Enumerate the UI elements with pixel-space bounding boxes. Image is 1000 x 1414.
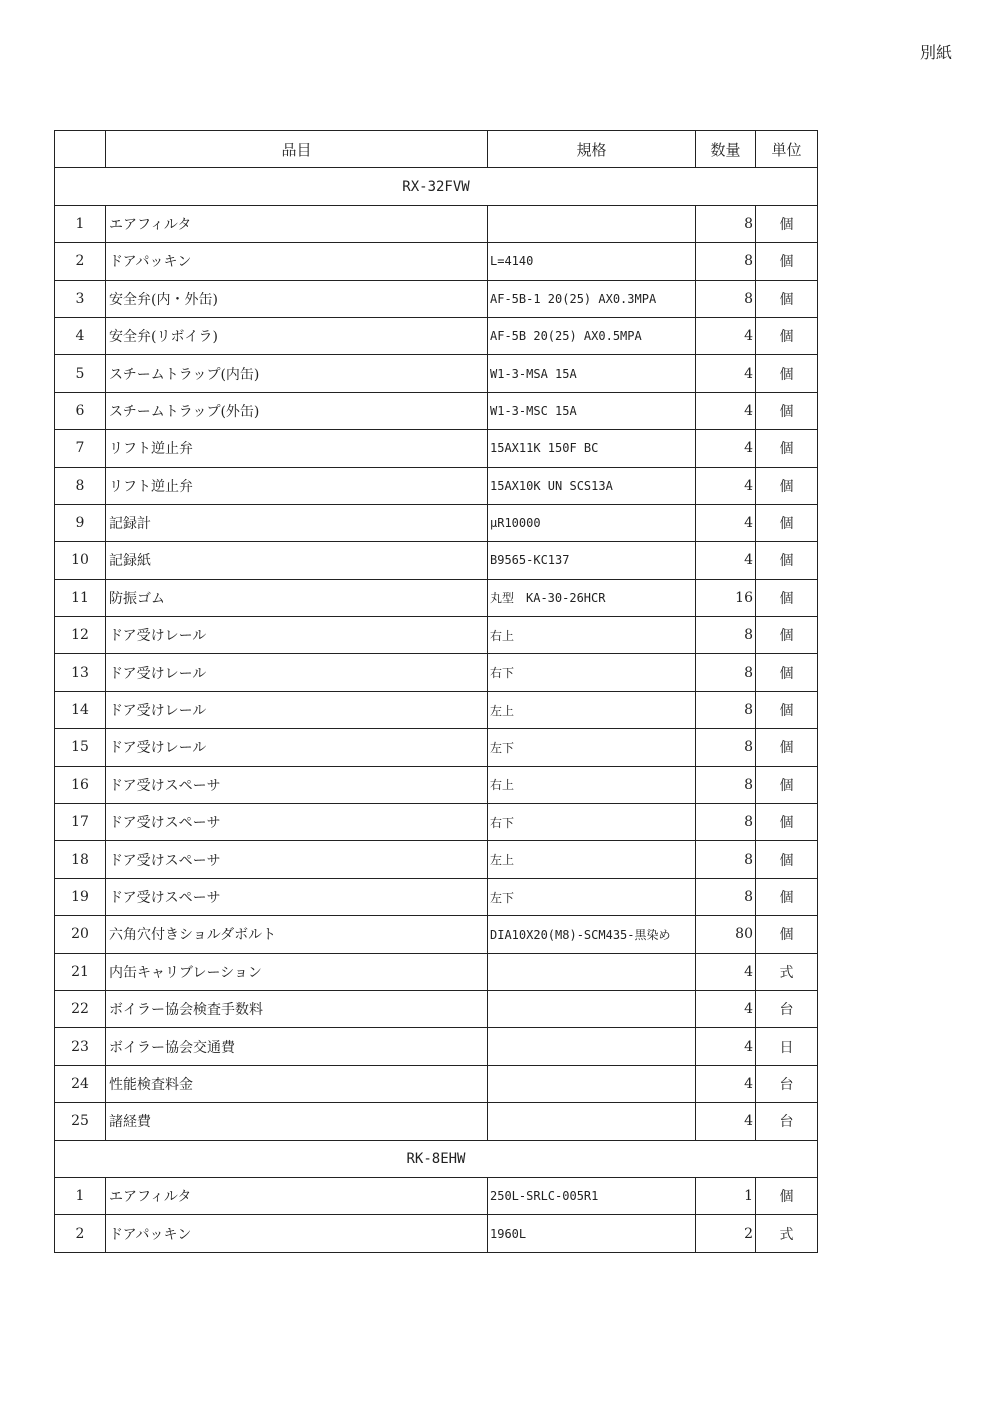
item-spec: 左上: [488, 691, 696, 728]
item-spec: DIA10X20(M8)-SCM435-黒染め: [488, 916, 696, 953]
parts-table: [54, 130, 818, 1253]
row-number: 1: [55, 205, 106, 242]
item-name: リフト逆止弁: [106, 430, 488, 467]
table-row: [55, 1215, 818, 1252]
table-body: [55, 168, 818, 1252]
item-quantity: 4: [696, 392, 756, 429]
item-quantity: 4: [696, 1103, 756, 1140]
header-row: [55, 131, 818, 168]
item-spec: 右下: [488, 804, 696, 841]
item-quantity: 4: [696, 542, 756, 579]
item-spec: 左上: [488, 841, 696, 878]
item-unit: 個: [756, 317, 818, 354]
item-name: ドア受けスペーサ: [106, 841, 488, 878]
item-quantity: 8: [696, 729, 756, 766]
row-number: 6: [55, 392, 106, 429]
item-spec: B9565-KC137: [488, 542, 696, 579]
item-unit: 台: [756, 1103, 818, 1140]
table-row: [55, 878, 818, 915]
item-quantity: 4: [696, 1028, 756, 1065]
item-unit: 個: [756, 878, 818, 915]
item-quantity: 8: [696, 804, 756, 841]
item-unit: 個: [756, 617, 818, 654]
item-name: ドア受けレール: [106, 654, 488, 691]
item-quantity: 4: [696, 430, 756, 467]
table-row: [55, 1177, 818, 1214]
item-name: スチームトラップ(外缶): [106, 392, 488, 429]
row-number: 17: [55, 804, 106, 841]
item-spec: 左下: [488, 878, 696, 915]
row-number: 2: [55, 243, 106, 280]
item-unit: 式: [756, 953, 818, 990]
item-unit: 個: [756, 280, 818, 317]
row-number: 9: [55, 504, 106, 541]
item-quantity: 8: [696, 280, 756, 317]
item-quantity: 8: [696, 654, 756, 691]
item-unit: 台: [756, 990, 818, 1027]
row-number: 3: [55, 280, 106, 317]
table-row: [55, 990, 818, 1027]
item-spec: W1-3-MSC 15A: [488, 392, 696, 429]
item-quantity: 4: [696, 990, 756, 1027]
item-name: エアフィルタ: [106, 1177, 488, 1214]
header-name: 品目: [106, 131, 488, 168]
item-name: 防振ゴム: [106, 579, 488, 616]
section-title: RK-8EHW: [55, 1140, 818, 1177]
table-row: [55, 542, 818, 579]
item-quantity: 16: [696, 579, 756, 616]
item-name: エアフィルタ: [106, 205, 488, 242]
item-name: ドアパッキン: [106, 1215, 488, 1252]
table-row: [55, 430, 818, 467]
item-spec: μR10000: [488, 504, 696, 541]
item-spec: [488, 953, 696, 990]
row-number: 19: [55, 878, 106, 915]
item-quantity: 8: [696, 766, 756, 803]
item-unit: 個: [756, 1177, 818, 1214]
item-spec: 250L-SRLC-005R1: [488, 1177, 696, 1214]
row-number: 18: [55, 841, 106, 878]
item-spec: 右下: [488, 654, 696, 691]
table-row: [55, 1103, 818, 1140]
item-name: 安全弁(リボイラ): [106, 317, 488, 354]
item-quantity: 4: [696, 953, 756, 990]
row-number: 16: [55, 766, 106, 803]
table-row: [55, 654, 818, 691]
item-spec: 15AX11K 150F BC: [488, 430, 696, 467]
item-spec: AF-5B-1 20(25) AX0.3MPA: [488, 280, 696, 317]
item-quantity: 8: [696, 878, 756, 915]
row-number: 7: [55, 430, 106, 467]
item-name: 性能検査料金: [106, 1065, 488, 1102]
item-quantity: 4: [696, 467, 756, 504]
item-spec: 左下: [488, 729, 696, 766]
item-name: ドアパッキン: [106, 243, 488, 280]
item-unit: 個: [756, 916, 818, 953]
item-spec: 1960L: [488, 1215, 696, 1252]
item-name: 記録紙: [106, 542, 488, 579]
header-unit: 単位: [756, 131, 818, 168]
item-spec: [488, 1065, 696, 1102]
item-unit: 台: [756, 1065, 818, 1102]
table-row: [55, 317, 818, 354]
table-row: [55, 766, 818, 803]
item-name: ドア受けレール: [106, 691, 488, 728]
table-row: [55, 691, 818, 728]
item-unit: 個: [756, 504, 818, 541]
table-row: [55, 280, 818, 317]
table-row: [55, 953, 818, 990]
row-number: 12: [55, 617, 106, 654]
item-unit: 個: [756, 392, 818, 429]
row-number: 23: [55, 1028, 106, 1065]
row-number: 21: [55, 953, 106, 990]
row-number: 13: [55, 654, 106, 691]
table-row: [55, 205, 818, 242]
item-unit: 個: [756, 467, 818, 504]
item-name: 六角穴付きショルダボルト: [106, 916, 488, 953]
row-number: 2: [55, 1215, 106, 1252]
item-unit: 個: [756, 804, 818, 841]
item-name: ドア受けレール: [106, 617, 488, 654]
item-unit: 個: [756, 841, 818, 878]
item-spec: AF-5B 20(25) AX0.5MPA: [488, 317, 696, 354]
table-row: [55, 243, 818, 280]
item-quantity: 8: [696, 617, 756, 654]
item-name: 安全弁(内・外缶): [106, 280, 488, 317]
item-quantity: 8: [696, 691, 756, 728]
item-spec: [488, 205, 696, 242]
row-number: 1: [55, 1177, 106, 1214]
item-spec: [488, 1103, 696, 1140]
item-unit: 個: [756, 729, 818, 766]
item-name: ドア受けスペーサ: [106, 766, 488, 803]
item-spec: L=4140: [488, 243, 696, 280]
item-name: ドア受けレール: [106, 729, 488, 766]
item-unit: 個: [756, 654, 818, 691]
item-spec: W1-3-MSA 15A: [488, 355, 696, 392]
item-unit: 個: [756, 355, 818, 392]
section-header-row: [55, 168, 818, 205]
item-unit: 個: [756, 542, 818, 579]
item-unit: 個: [756, 579, 818, 616]
item-quantity: 8: [696, 841, 756, 878]
item-name: ドア受けスペーサ: [106, 804, 488, 841]
item-quantity: 80: [696, 916, 756, 953]
table-row: [55, 579, 818, 616]
row-number: 24: [55, 1065, 106, 1102]
item-name: リフト逆止弁: [106, 467, 488, 504]
row-number: 5: [55, 355, 106, 392]
item-unit: 個: [756, 766, 818, 803]
item-spec: 丸型 KA-30-26HCR: [488, 579, 696, 616]
item-spec: [488, 1028, 696, 1065]
section-header-row: [55, 1140, 818, 1177]
table-row: [55, 729, 818, 766]
item-spec: 右上: [488, 766, 696, 803]
row-number: 4: [55, 317, 106, 354]
item-unit: 個: [756, 691, 818, 728]
table-row: [55, 355, 818, 392]
item-name: ボイラー協会検査手数料: [106, 990, 488, 1027]
item-name: 諸経費: [106, 1103, 488, 1140]
item-quantity: 4: [696, 317, 756, 354]
item-quantity: 2: [696, 1215, 756, 1252]
row-number: 22: [55, 990, 106, 1027]
table-row: [55, 392, 818, 429]
item-unit: 個: [756, 205, 818, 242]
item-quantity: 8: [696, 243, 756, 280]
table-row: [55, 504, 818, 541]
row-number: 14: [55, 691, 106, 728]
header-spec: 規格: [488, 131, 696, 168]
page-note: 別紙: [920, 43, 953, 62]
item-spec: 15AX10K UN SCS13A: [488, 467, 696, 504]
item-name: スチームトラップ(内缶): [106, 355, 488, 392]
row-number: 10: [55, 542, 106, 579]
item-name: ドア受けスペーサ: [106, 878, 488, 915]
table-row: [55, 1028, 818, 1065]
table-row: [55, 617, 818, 654]
header-no: [55, 131, 106, 168]
table-row: [55, 467, 818, 504]
item-quantity: 4: [696, 1065, 756, 1102]
table-row: [55, 804, 818, 841]
item-name: 内缶キャリブレーション: [106, 953, 488, 990]
item-quantity: 8: [696, 205, 756, 242]
row-number: 25: [55, 1103, 106, 1140]
item-spec: 右上: [488, 617, 696, 654]
item-name: 記録計: [106, 504, 488, 541]
row-number: 20: [55, 916, 106, 953]
item-quantity: 4: [696, 355, 756, 392]
item-quantity: 1: [696, 1177, 756, 1214]
item-name: ボイラー協会交通費: [106, 1028, 488, 1065]
row-number: 11: [55, 579, 106, 616]
row-number: 15: [55, 729, 106, 766]
item-quantity: 4: [696, 504, 756, 541]
item-unit: 個: [756, 430, 818, 467]
header-qty: 数量: [696, 131, 756, 168]
item-unit: 個: [756, 243, 818, 280]
table-row: [55, 1065, 818, 1102]
row-number: 8: [55, 467, 106, 504]
item-unit: 日: [756, 1028, 818, 1065]
item-spec: [488, 990, 696, 1027]
section-title: RX-32FVW: [55, 168, 818, 205]
table-row: [55, 841, 818, 878]
item-unit: 式: [756, 1215, 818, 1252]
table-row: [55, 916, 818, 953]
